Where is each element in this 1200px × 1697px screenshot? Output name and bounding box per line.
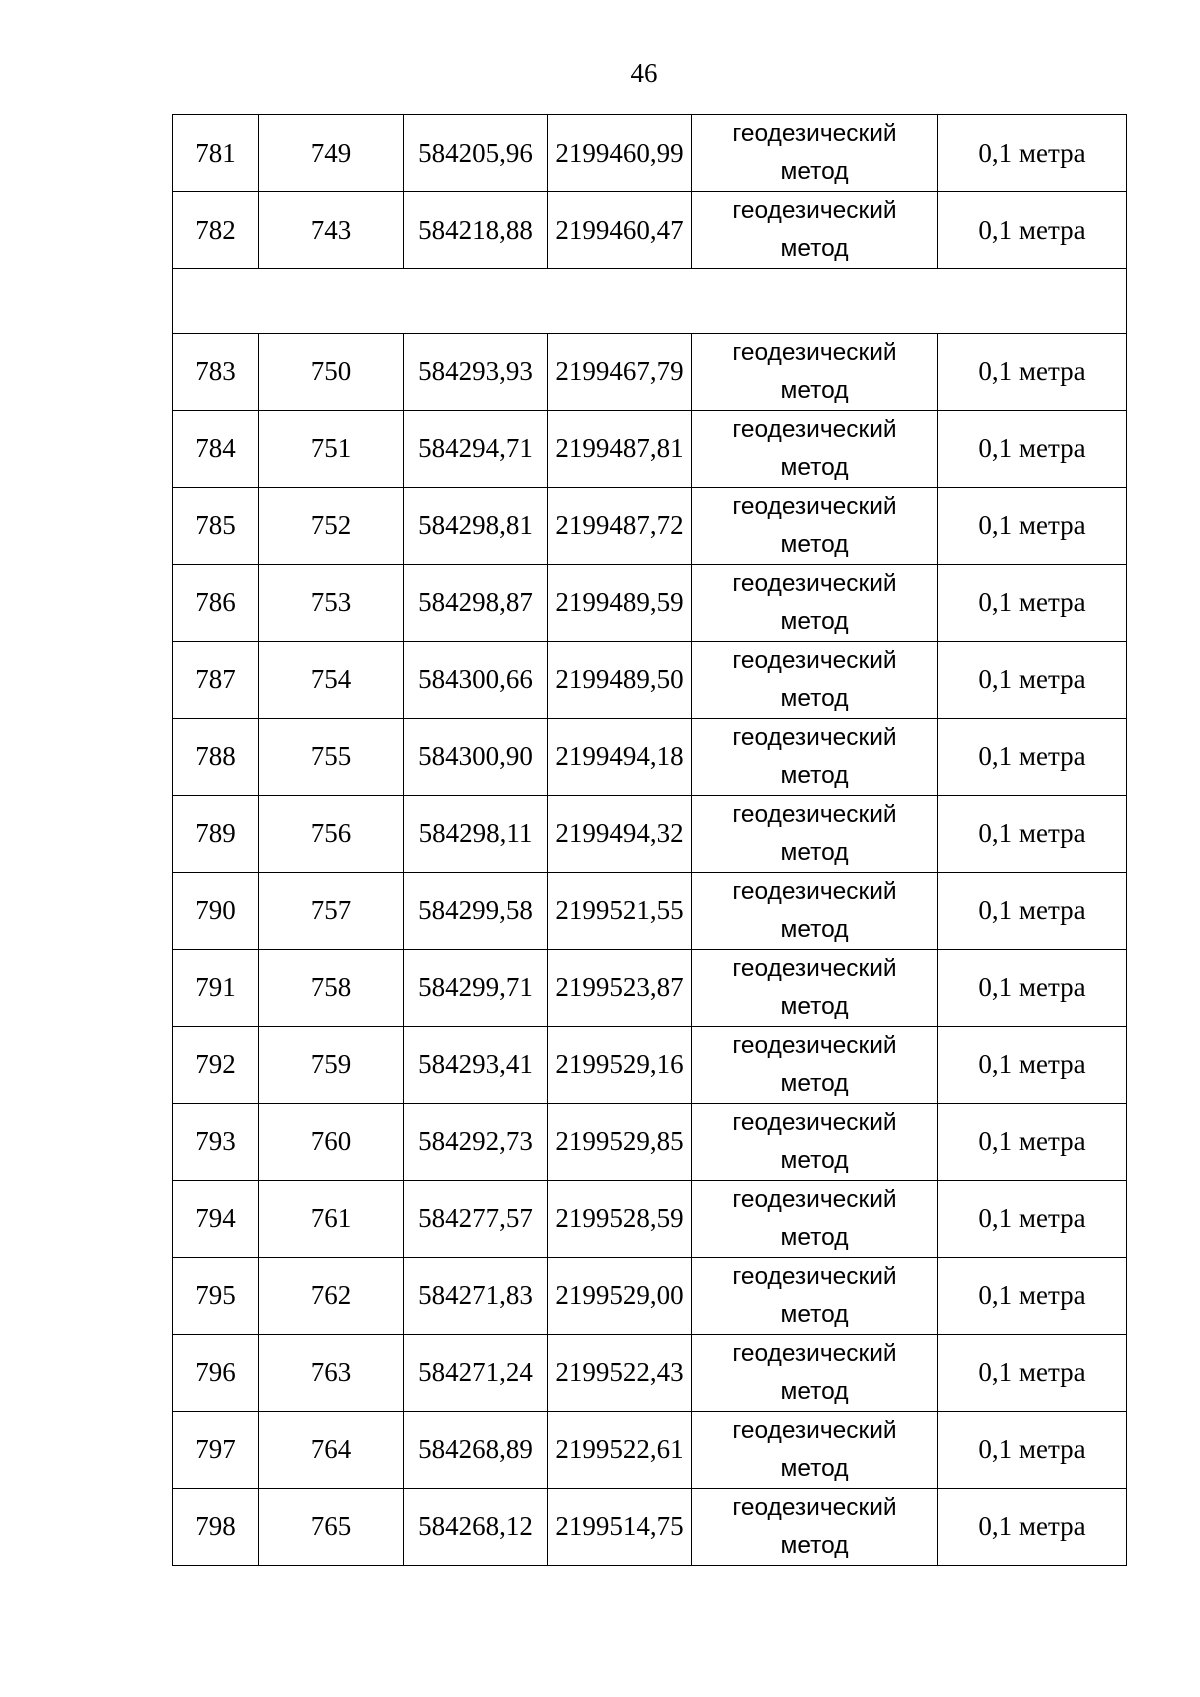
- method-cell: [692, 115, 938, 192]
- method-cell: [692, 564, 938, 641]
- row-number-cell: 788: [173, 718, 259, 795]
- accuracy-cell: 0,1 метра: [938, 333, 1127, 410]
- accuracy-cell: 0,1 метра: [938, 718, 1127, 795]
- y-coordinate-cell: 2199460,99: [548, 115, 692, 192]
- method-cell: [692, 718, 938, 795]
- x-coordinate-cell: 584292,73: [404, 1103, 548, 1180]
- coordinates-table: [172, 114, 1127, 1566]
- row-number-cell: 792: [173, 1026, 259, 1103]
- method-line2: метод: [780, 992, 849, 1020]
- method-line2: метод: [780, 1531, 849, 1559]
- table-row: [173, 192, 1127, 269]
- y-coordinate-cell: 2199460,47: [548, 192, 692, 269]
- method-line1: геодезический: [732, 1262, 897, 1290]
- method-line1: геодезический: [732, 415, 897, 443]
- method-line2: метод: [780, 1069, 849, 1097]
- table-row: [173, 795, 1127, 872]
- x-coordinate-cell: 584271,24: [404, 1334, 548, 1411]
- row-number-cell: 794: [173, 1180, 259, 1257]
- point-id-cell: 757: [259, 872, 404, 949]
- y-coordinate-cell: 2199522,61: [548, 1411, 692, 1488]
- table-row: [173, 1180, 1127, 1257]
- row-number-cell: 791: [173, 949, 259, 1026]
- row-number-cell: 787: [173, 641, 259, 718]
- method-cell: [692, 872, 938, 949]
- row-number-cell: 789: [173, 795, 259, 872]
- section-separator-cell: [173, 269, 1127, 334]
- point-id-cell: 765: [259, 1488, 404, 1565]
- method-line2: метод: [780, 915, 849, 943]
- method-cell: [692, 410, 938, 487]
- y-coordinate-cell: 2199489,50: [548, 641, 692, 718]
- method-line1: геодезический: [732, 338, 897, 366]
- method-cell: [692, 949, 938, 1026]
- y-coordinate-cell: 2199521,55: [548, 872, 692, 949]
- point-id-cell: 749: [259, 115, 404, 192]
- method-line1: геодезический: [732, 1493, 897, 1521]
- table-row: [173, 564, 1127, 641]
- table-row: [173, 410, 1127, 487]
- method-line1: геодезический: [732, 646, 897, 674]
- table-row: [173, 333, 1127, 410]
- accuracy-cell: 0,1 метра: [938, 487, 1127, 564]
- method-line2: метод: [780, 761, 849, 789]
- x-coordinate-cell: 584298,11: [404, 795, 548, 872]
- accuracy-cell: 0,1 метра: [938, 641, 1127, 718]
- table-row: [173, 1334, 1127, 1411]
- method-cell: [692, 192, 938, 269]
- accuracy-cell: 0,1 метра: [938, 1411, 1127, 1488]
- y-coordinate-cell: 2199487,81: [548, 410, 692, 487]
- x-coordinate-cell: 584205,96: [404, 115, 548, 192]
- point-id-cell: 760: [259, 1103, 404, 1180]
- x-coordinate-cell: 584277,57: [404, 1180, 548, 1257]
- point-id-cell: 762: [259, 1257, 404, 1334]
- method-line2: метод: [780, 1454, 849, 1482]
- row-number-cell: 784: [173, 410, 259, 487]
- method-line1: геодезический: [732, 954, 897, 982]
- point-id-cell: 743: [259, 192, 404, 269]
- x-coordinate-cell: 584298,87: [404, 564, 548, 641]
- method-line1: геодезический: [732, 1031, 897, 1059]
- method-line1: геодезический: [732, 1185, 897, 1213]
- method-line1: геодезический: [732, 569, 897, 597]
- table-row: [173, 487, 1127, 564]
- method-line1: геодезический: [732, 877, 897, 905]
- accuracy-cell: 0,1 метра: [938, 872, 1127, 949]
- table-row: [173, 718, 1127, 795]
- method-line2: метод: [780, 1377, 849, 1405]
- accuracy-cell: 0,1 метра: [938, 192, 1127, 269]
- method-line1: геодезический: [732, 492, 897, 520]
- row-number-cell: 795: [173, 1257, 259, 1334]
- row-number-cell: 797: [173, 1411, 259, 1488]
- point-id-cell: 759: [259, 1026, 404, 1103]
- method-cell: [692, 641, 938, 718]
- method-cell: [692, 487, 938, 564]
- accuracy-cell: 0,1 метра: [938, 1103, 1127, 1180]
- x-coordinate-cell: 584299,58: [404, 872, 548, 949]
- y-coordinate-cell: 2199529,16: [548, 1026, 692, 1103]
- y-coordinate-cell: 2199487,72: [548, 487, 692, 564]
- point-id-cell: 758: [259, 949, 404, 1026]
- point-id-cell: 755: [259, 718, 404, 795]
- method-line2: метод: [780, 453, 849, 481]
- point-id-cell: 753: [259, 564, 404, 641]
- method-line2: метод: [780, 235, 849, 262]
- accuracy-cell: 0,1 метра: [938, 1257, 1127, 1334]
- x-coordinate-cell: 584299,71: [404, 949, 548, 1026]
- y-coordinate-cell: 2199528,59: [548, 1180, 692, 1257]
- method-cell: [692, 1180, 938, 1257]
- x-coordinate-cell: 584293,93: [404, 333, 548, 410]
- point-id-cell: 756: [259, 795, 404, 872]
- row-number-cell: 796: [173, 1334, 259, 1411]
- point-id-cell: 764: [259, 1411, 404, 1488]
- method-cell: [692, 1026, 938, 1103]
- y-coordinate-cell: 2199514,75: [548, 1488, 692, 1565]
- method-cell: [692, 1488, 938, 1565]
- y-coordinate-cell: 2199522,43: [548, 1334, 692, 1411]
- row-number-cell: 785: [173, 487, 259, 564]
- x-coordinate-cell: 584300,66: [404, 641, 548, 718]
- table-row: [173, 1411, 1127, 1488]
- section-separator-row: [173, 269, 1127, 334]
- y-coordinate-cell: 2199494,18: [548, 718, 692, 795]
- coordinates-table-body: [173, 115, 1127, 1566]
- method-line1: геодезический: [732, 1339, 897, 1367]
- y-coordinate-cell: 2199529,85: [548, 1103, 692, 1180]
- row-number-cell: 790: [173, 872, 259, 949]
- x-coordinate-cell: 584268,12: [404, 1488, 548, 1565]
- point-id-cell: 752: [259, 487, 404, 564]
- y-coordinate-cell: 2199529,00: [548, 1257, 692, 1334]
- x-coordinate-cell: 584300,90: [404, 718, 548, 795]
- y-coordinate-cell: 2199467,79: [548, 333, 692, 410]
- y-coordinate-cell: 2199523,87: [548, 949, 692, 1026]
- table-row: [173, 1103, 1127, 1180]
- accuracy-cell: 0,1 метра: [938, 1180, 1127, 1257]
- method-cell: [692, 1411, 938, 1488]
- accuracy-cell: 0,1 метра: [938, 1488, 1127, 1565]
- table-row: [173, 1488, 1127, 1565]
- accuracy-cell: 0,1 метра: [938, 795, 1127, 872]
- y-coordinate-cell: 2199489,59: [548, 564, 692, 641]
- row-number-cell: 783: [173, 333, 259, 410]
- accuracy-cell: 0,1 метра: [938, 115, 1127, 192]
- method-line2: метод: [780, 1300, 849, 1328]
- row-number-cell: 781: [173, 115, 259, 192]
- x-coordinate-cell: 584218,88: [404, 192, 548, 269]
- method-cell: [692, 1257, 938, 1334]
- accuracy-cell: 0,1 метра: [938, 949, 1127, 1026]
- method-line2: метод: [780, 376, 849, 404]
- accuracy-cell: 0,1 метра: [938, 1334, 1127, 1411]
- point-id-cell: 761: [259, 1180, 404, 1257]
- table-row: [173, 115, 1127, 192]
- method-line1: геодезический: [732, 800, 897, 828]
- method-line2: метод: [780, 530, 849, 558]
- table-row: [173, 949, 1127, 1026]
- page-number: 46: [630, 58, 658, 88]
- row-number-cell: 782: [173, 192, 259, 269]
- row-number-cell: 793: [173, 1103, 259, 1180]
- y-coordinate-cell: 2199494,32: [548, 795, 692, 872]
- method-cell: [692, 1103, 938, 1180]
- method-cell: [692, 795, 938, 872]
- method-line1: геодезический: [732, 723, 897, 751]
- accuracy-cell: 0,1 метра: [938, 1026, 1127, 1103]
- method-line2: метод: [780, 607, 849, 635]
- x-coordinate-cell: 584298,81: [404, 487, 548, 564]
- method-line1: геодезический: [732, 120, 897, 147]
- table-row: [173, 872, 1127, 949]
- accuracy-cell: 0,1 метра: [938, 564, 1127, 641]
- method-line1: геодезический: [732, 1108, 897, 1136]
- point-id-cell: 763: [259, 1334, 404, 1411]
- method-cell: [692, 333, 938, 410]
- method-line2: метод: [780, 1223, 849, 1251]
- row-number-cell: 786: [173, 564, 259, 641]
- point-id-cell: 750: [259, 333, 404, 410]
- method-line2: метод: [780, 684, 849, 712]
- x-coordinate-cell: 584294,71: [404, 410, 548, 487]
- table-row: [173, 1026, 1127, 1103]
- row-number-cell: 798: [173, 1488, 259, 1565]
- method-line2: метод: [780, 158, 849, 185]
- table-row: [173, 641, 1127, 718]
- table-row: [173, 1257, 1127, 1334]
- accuracy-cell: 0,1 метра: [938, 410, 1127, 487]
- method-cell: [692, 1334, 938, 1411]
- point-id-cell: 751: [259, 410, 404, 487]
- x-coordinate-cell: 584268,89: [404, 1411, 548, 1488]
- method-line2: метод: [780, 838, 849, 866]
- x-coordinate-cell: 584271,83: [404, 1257, 548, 1334]
- x-coordinate-cell: 584293,41: [404, 1026, 548, 1103]
- point-id-cell: 754: [259, 641, 404, 718]
- method-line1: геодезический: [732, 197, 897, 224]
- method-line1: геодезический: [732, 1416, 897, 1444]
- method-line2: метод: [780, 1146, 849, 1174]
